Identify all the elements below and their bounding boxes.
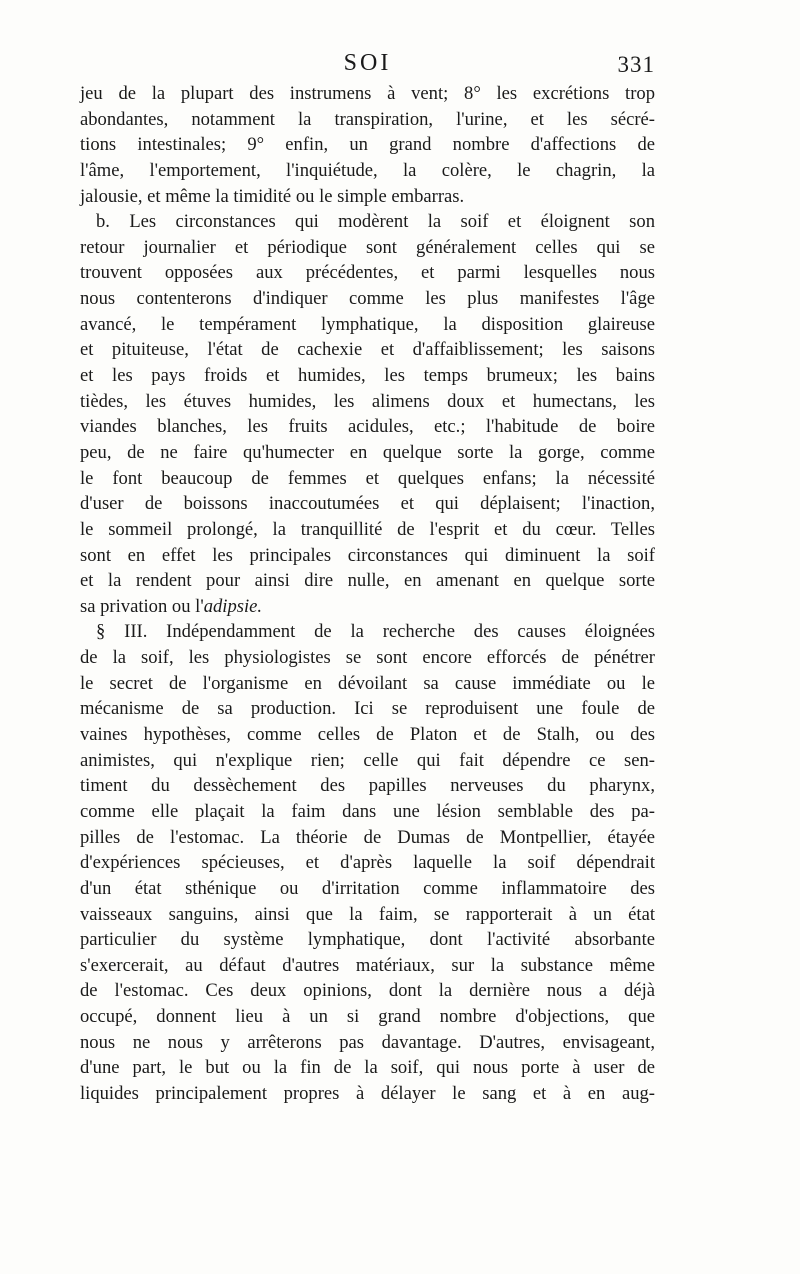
text-line: liquides principalement propres à délayer le sang et à en aug- [80, 1082, 655, 1104]
text-line: s'exercerait, au défaut d'autres matériaux, sur la substance même [80, 954, 655, 976]
text-line: timent du dessèchement des papilles nerveuses du pharynx, [80, 775, 655, 797]
text-line: d'expériences spécieuses, et d'après laquelle la soif dépendrait [80, 852, 655, 874]
text-line: d'un état sthénique ou d'irritation comme inflammatoire des [80, 877, 655, 899]
text-line: tièdes, les étuves humides, les alimens doux et humectans, les [80, 390, 655, 412]
text-line: le secret de l'organisme en dévoilant sa cause immédiate ou le [80, 672, 655, 694]
text-line: nous ne nous y arrêterons pas davantage. D'autres, envisageant, [80, 1031, 655, 1053]
text-line: avancé, le tempérament lymphatique, la disposition glaireuse [80, 313, 655, 335]
text-line: mécanisme de sa production. Ici se reproduisent une foule de [80, 698, 655, 720]
text-line: l'âme, l'emportement, l'inquiétude, la colère, le chagrin, la [80, 159, 655, 181]
text-line: occupé, donnent lieu à un si grand nombre d'objections, que [80, 1006, 655, 1028]
text-line: nous contenterons d'indiquer comme les plus manifestes l'âge [80, 288, 655, 310]
paragraph-1 [80, 81, 655, 209]
text-line: trouvent opposées aux précédentes, et parmi lesquelles nous [80, 262, 655, 284]
page-body [80, 81, 655, 1107]
text-line: d'une part, le but ou la fin de la soif, qui nous porte à user de [80, 1057, 655, 1079]
running-title: SOI [343, 50, 392, 76]
text-line: pilles de l'estomac. La théorie de Dumas de Montpellier, étayée [80, 826, 655, 848]
text-line: comme elle plaçait la faim dans une lésion semblable des pa- [80, 800, 655, 822]
text-line: sont en effet les principales circonstances qui diminuent la soif [80, 544, 655, 566]
text-line: § III. Indépendamment de la recherche des causes éloignées [96, 621, 655, 643]
text-line: d'user de boissons inaccoutumées et qui déplaisent; l'inaction, [80, 493, 655, 515]
italic-term: adipsie. [203, 595, 263, 617]
text-line: jalousie, et même la timidité ou le simple embarras. [80, 185, 465, 207]
text-line: retour journalier et périodique sont généralement celles qui se [80, 236, 655, 258]
text-line: viandes blanches, les fruits acidules, etc.; l'habitude de boire [80, 416, 655, 438]
text-line: de l'estomac. Ces deux opinions, dont la dernière nous a déjà [80, 980, 655, 1002]
paragraph-2 [80, 209, 655, 619]
text-line: b. Les circonstances qui modèrent la soif et éloignent son [96, 211, 655, 233]
text-line: le sommeil prolongé, la tranquillité de l'esprit et du cœur. Telles [80, 518, 655, 540]
text-line: et les pays froids et humides, les temps brumeux; les bains [80, 365, 655, 387]
text-line: de la soif, les physiologistes se sont encore efforcés de pénétrer [80, 647, 655, 669]
text-line: vaines hypothèses, comme celles de Platon et de Stalh, ou des [80, 724, 655, 746]
text-line: et la rendent pour ainsi dire nulle, en amenant en quelque sorte [80, 570, 655, 592]
paragraph-3 [80, 619, 655, 1106]
text-line: tions intestinales; 9° enfin, un grand nombre d'affections de [80, 134, 655, 156]
text-line: le font beaucoup de femmes et quelques enfans; la nécessité [80, 467, 655, 489]
text-line: abondantes, notamment la transpiration, l'urine, et les sécré- [80, 108, 655, 130]
text-line: animistes, qui n'explique rien; celle qui fait dépendre ce sen- [80, 749, 655, 771]
text-line [80, 594, 655, 620]
text-line: jeu de la plupart des instrumens à vent; 8° les excrétions trop [80, 83, 655, 104]
text-line-prefix: sa privation ou l' [80, 595, 204, 617]
text-line: et pituiteuse, l'état de cachexie et d'affaiblissement; les saisons [80, 339, 655, 361]
page-number: 331 [617, 52, 655, 77]
text-line: particulier du système lymphatique, dont l'activité absorbante [80, 929, 655, 951]
text-line: peu, de ne faire qu'humecter en quelque sorte la gorge, comme [80, 441, 655, 463]
text-line: vaisseaux sanguins, ainsi que la faim, se rapporterait à un état [80, 903, 655, 925]
